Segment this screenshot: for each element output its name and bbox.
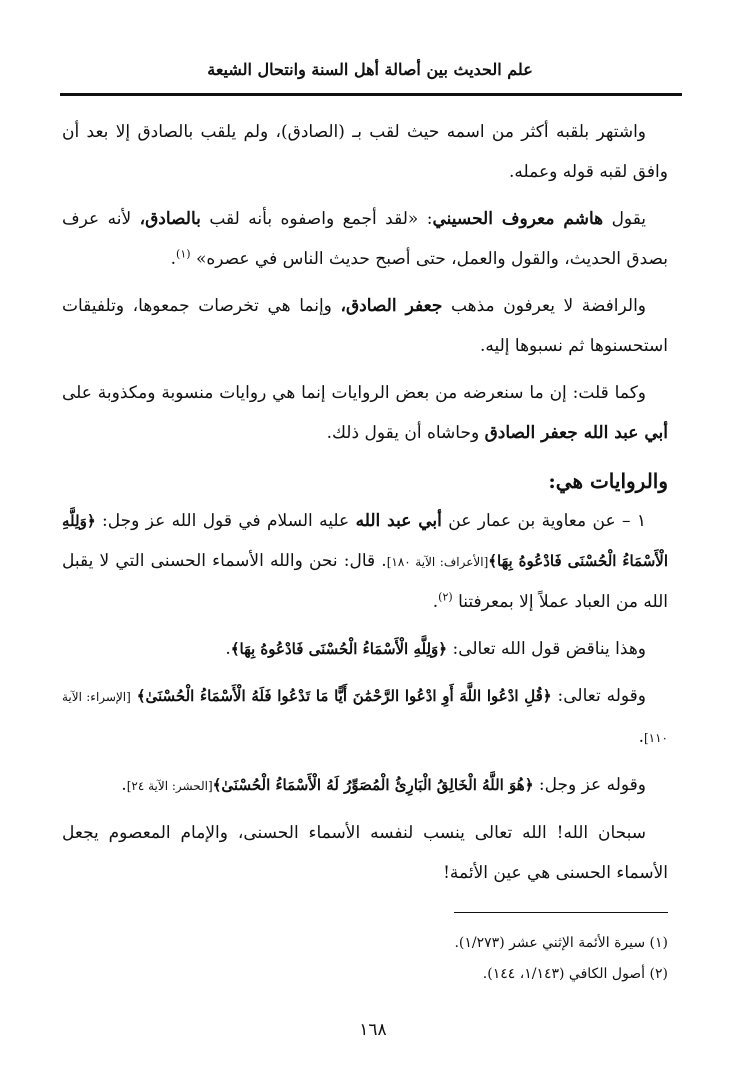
page-number: ١٦٨ xyxy=(359,1020,387,1040)
running-header: علم الحديث بين أصالة أهل السنة وانتحال الشيعة xyxy=(207,60,533,79)
paragraph-2-quote-start: : «لقد أجمع واصفوه بأنه لقب xyxy=(209,209,433,229)
footnote-2: (٢) أصول الكافي (١/١٤٣، ١٤٤). xyxy=(482,966,668,982)
narration-2-end: . xyxy=(225,639,231,659)
jafar-name: جعفر الصادق، xyxy=(340,296,443,316)
narration-1 xyxy=(62,501,668,622)
narration-4-intro: وقوله عز وجل: xyxy=(538,775,646,795)
narration-3-intro: وقوله تعالى: xyxy=(557,686,646,706)
paragraph-2 xyxy=(62,199,668,279)
paragraph-1-text: واشتهر بلقبه أكثر من اسمه حيث لقب بـ (الصادق)، ولم يلقب بالصادق إلا بعد أن وافق لقبه قوله وعمله. xyxy=(62,122,668,182)
footnote-rule xyxy=(454,912,668,913)
paragraph-2-quote-end: لأنه عرف بصدق الحديث، والقول والعمل، حتى أصبح حديث الناس في عصره» xyxy=(62,209,668,269)
paragraph-3-end: وإنما هي تخرصات جمعوها، وتلفيقات استحسنوها ثم نسبوها إليه. xyxy=(62,296,668,356)
verse-citation-isra: [الإسراء: الآية ١١٠] xyxy=(62,690,668,745)
narration-3-end: . xyxy=(638,727,644,747)
narration-1-imam: أبي عبد الله xyxy=(355,511,442,531)
narration-1-intro: عليه السلام في قول الله عز وجل: xyxy=(102,511,350,531)
paragraph-4-start: وكما قلت: إن ما سنعرضه من بعض الروايات إنما هي روايات منسوبة ومكذوبة على xyxy=(62,383,646,403)
quran-verse-isra: ﴿قُلِ ادْعُوا اللَّهَ أَوِ ادْعُوا الرَّحْمَٰنَ أَيًّا مَا تَدْعُوا فَلَهُ الْأَسْمَاءُ الْحُسْنَىٰ﴾ xyxy=(136,687,552,705)
header-rule xyxy=(60,93,682,96)
verse-citation-araf: [الأعراف: الآية ١٨٠] xyxy=(386,555,489,569)
footnote-1: (١) سيرة الأئمة الإثني عشر (١/٢٧٣). xyxy=(454,935,668,951)
closing-remark: سبحان الله! الله تعالى ينسب لنفسه الأسماء الحسنى، والإمام المعصوم يجعل الأسماء الحسنى هي عين الأئمة! xyxy=(62,823,668,883)
narration-1-chain: ١ – عن معاوية بن عمار عن xyxy=(448,511,647,531)
paragraph-4-end: وحاشاه أن يقول ذلك. xyxy=(326,423,480,443)
paragraph-4 xyxy=(62,373,668,453)
abu-abdullah-name: أبي عبد الله جعفر الصادق xyxy=(484,423,668,443)
section-heading: والروايات هي: xyxy=(548,469,668,493)
quran-verse-araf-repeat: ﴿وَلِلَّهِ الْأَسْمَاءُ الْحُسْنَى فَادْعُوهُ بِهَا﴾ xyxy=(230,640,448,658)
narration-1-end: . xyxy=(432,592,439,612)
body-text xyxy=(62,112,668,900)
quran-verse-araf: ﴿وَلِلَّهِ الْأَسْمَاءُ الْحُسْنَى فَادْعُوهُ بِهَا﴾ xyxy=(62,512,669,570)
paragraph-1 xyxy=(62,112,668,192)
narration-4 xyxy=(62,765,668,806)
paragraph-3 xyxy=(62,286,668,366)
footnote-ref-1[interactable]: (١) xyxy=(176,247,191,261)
author-name: هاشم معروف الحسيني xyxy=(432,209,604,229)
footnotes xyxy=(62,928,668,990)
narration-4-end: . xyxy=(121,775,127,795)
paragraph-2-end: . xyxy=(170,249,177,269)
narration-2-intro: وهذا يناقض قول الله تعالى: xyxy=(452,639,646,659)
narration-5 xyxy=(62,813,668,893)
narration-3 xyxy=(62,676,668,758)
narration-2 xyxy=(62,629,668,669)
narration-1-text: . قال: نحن والله الأسماء الحسنى التي لا يقبل الله من العباد عملاً إلا بمعرفتنا xyxy=(62,551,668,612)
footnote-ref-2[interactable]: (٢) xyxy=(438,590,453,604)
quran-verse-hashr: ﴿هُوَ اللَّهُ الْخَالِقُ الْبَارِئُ الْمُصَوِّرُ لَهُ الْأَسْمَاءُ الْحُسْنَىٰ﴾ xyxy=(212,776,534,794)
paragraph-2-intro: يقول xyxy=(611,209,647,229)
sadiq-term: بالصادق، xyxy=(139,209,201,229)
verse-citation-hashr: [الحشر: الآية ٢٤] xyxy=(126,779,213,793)
paragraph-3-start: والرافضة لا يعرفون مذهب xyxy=(450,296,646,316)
